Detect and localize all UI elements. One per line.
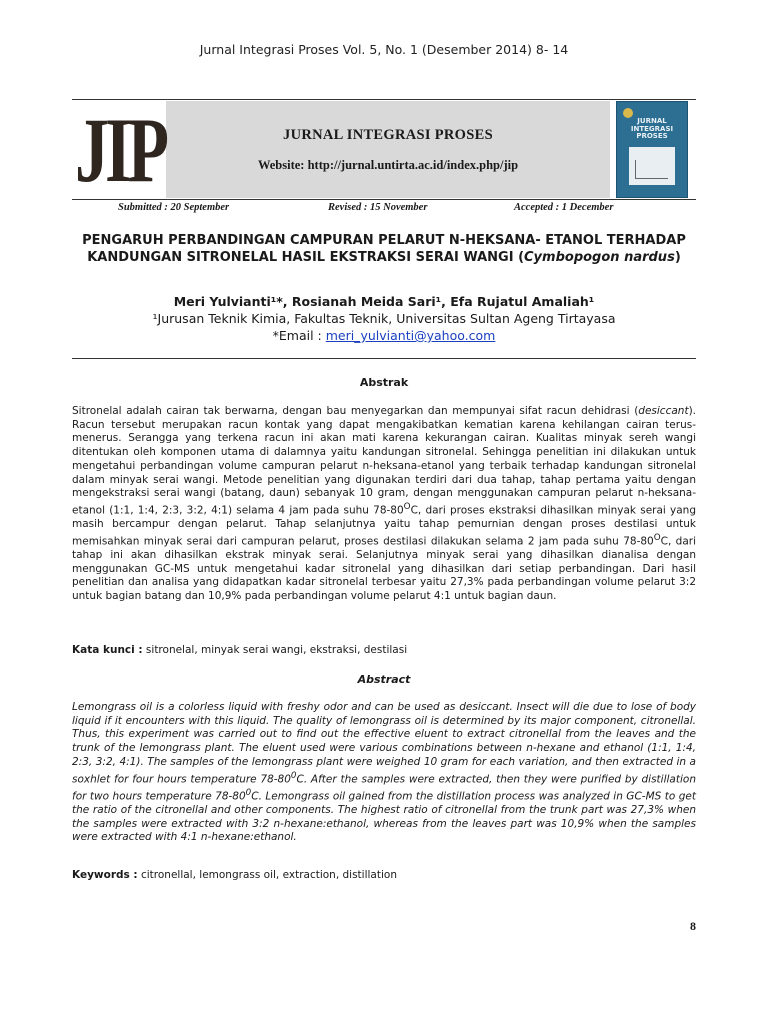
abstrak-text <box>72 405 696 604</box>
abstrak-text-3: C, dari proses ekstraksi dihasilkan minyak serai yang masih bercampur dengan pelarut. Tahap selanjutnya yaitu tahap pemurnian dengan proses destilasi untuk memisahkan minyak serai dari campuran pelarut, proses destilasi dilakukan selama 2 jam pada suhu 78-80 <box>72 504 696 548</box>
journal-banner <box>75 98 688 201</box>
kata-kunci-text: sitronelal, minyak serai wangi, ekstraksi, destilasi <box>142 644 408 656</box>
banner-top-rule <box>72 99 696 100</box>
journal-logo <box>75 98 165 201</box>
email-label: *Email : <box>272 328 326 343</box>
title-line-2-text: KANDUNGAN SITRONELAL HASIL EKSTRAKSI SERAI WANGI ( <box>87 250 525 265</box>
abstract-text-1: Lemongrass oil is a colorless liquid with freshy odor and can be used as desiccant. Insect will die due to lose of body liquid if it encounters with this liquid. The quality of lemongrass oil is determined by its major component, citronellal. Thus, this experiment was carried out to find out the effective eluent to extract citronellal from the leaves and the trunk of the lemongrass plant. The eluent used were various combinations between n-hexane and ethanol (1:1, 1:4, 2:3, 3:2, 4:1). The samples of the lemongrass plant were weighed 10 gram for each variation, and then extracted in a soxhlet for four hours temperature 78-80 <box>72 701 696 786</box>
author-block <box>72 293 696 344</box>
banner-center <box>166 101 610 198</box>
abstrak-text-4: C, dari tahap ini akan dihasilkan ekstrak minyak serai. Selanjutnya minyak serai yang dihasilkan dianalisa dengan menggunakan GC-MS untuk mengetahui kadar sitronelal yang dihasilkan dari setiap perbandingan. Dari hasil penelitian dan analisa yang didapatkan kadar sitronelal terbesar yaitu 27,3% pada perbandingan volume pelarut 3:2 untuk bagian batang dan 10,9% pada perbandingan volume pelarut 4:1 untuk bagian daun. <box>72 535 696 603</box>
journal-cover-image <box>616 101 688 198</box>
title-line-2 <box>72 249 696 266</box>
keywords <box>72 869 696 881</box>
degree-sup-2: O <box>653 532 661 543</box>
kata-kunci <box>72 644 696 656</box>
abstract-top-rule <box>72 358 696 359</box>
species-name: Cymbopogon nardus <box>524 250 675 265</box>
banner-bottom-rule <box>72 199 696 200</box>
abstrak-italic-term: desiccant <box>638 405 689 417</box>
title-line-1: PENGARUH PERBANDINGAN CAMPURAN PELARUT N-HEKSANA- ETANOL TERHADAP <box>82 233 686 248</box>
author-names: Meri Yulvianti¹*, Rosianah Meida Sari¹, Efa Rujatul Amaliah¹ <box>173 294 595 309</box>
affiliation: ¹Jurusan Teknik Kimia, Fakultas Teknik, Universitas Sultan Ageng Tirtayasa <box>152 311 616 326</box>
revised-date: Revised : 15 November <box>328 202 428 213</box>
degree-sup-1: O <box>403 501 411 512</box>
abstrak-text-1: Sitronelal adalah cairan tak berwarna, dengan bau menyegarkan dan mempunyai sifat racun dehidrasi ( <box>72 405 639 417</box>
running-header: Jurnal Integrasi Proses Vol. 5, No. 1 (Desember 2014) 8- 14 <box>199 42 569 57</box>
degree-sup-en-2: 0 <box>245 787 252 798</box>
abstract-text <box>72 701 696 845</box>
submission-dates <box>118 202 678 213</box>
keywords-label: Keywords : <box>72 869 138 881</box>
cover-title: JURNAL INTEGRASI PROSES <box>630 117 674 141</box>
logo-text: JIP <box>75 98 165 201</box>
keywords-text: citronellal, lemongrass oil, extraction, distillation <box>137 869 397 881</box>
journal-name: JURNAL INTEGRASI PROSES <box>283 126 493 143</box>
email-line <box>72 327 696 344</box>
email-link[interactable]: meri_yulvianti@yahoo.com <box>325 328 496 343</box>
abstrak-text-2: ). Racun tersebut merupakan racun kontak yang dapat mengakibatkan kematian karena kehilangan cairan terus- menerus. Serangga yang terkena racun ini akan mati karena kekurangan cairan. Kualitas minyak sereh wangi ditentukan oleh komponen utama di dalamnya yaitu kandungan sitronelal. Sehingga penelitian ini dilakukan untuk mengetahui perbandingan volume campuran pelarut n-heksana-etanol yang terbaik terhadap kandungan sitronelal dalam minyak serai wangi. Metode penelitian yang digunakan terdiri dari dua tahap, tahap pertama yaitu dengan mengekstraksi serai wangi (batang, daun) sebanyak 10 gram, dengan menggunakan campuran pelarut n-heksana-etanol (1:1, 1:4, 2:3, 3:2, 4:1) selama 4 jam pada suhu 78-80 <box>72 405 696 517</box>
abstrak-heading: Abstrak <box>359 376 409 389</box>
abstract-heading: Abstract <box>357 673 411 686</box>
submitted-date: Submitted : 20 September <box>118 202 230 213</box>
abstract-text-2: C. After the samples were extracted, then they were purified by distillation for two hours temperature 78-80 <box>72 773 696 803</box>
accepted-date: Accepted : 1 December <box>514 202 614 213</box>
paper-title <box>72 232 696 266</box>
kata-kunci-label: Kata kunci : <box>72 644 143 656</box>
page-number: 8 <box>690 919 696 933</box>
title-close-paren: ) <box>674 250 681 265</box>
cover-graphic <box>629 147 675 185</box>
abstract-text-3: C. Lemongrass oil gained from the distillation process was analyzed in GC-MS to get the ratio of the citronellal and other components. The highest ratio of citronellal from the trunk part was 27,3% when the samples were extracted with 3:2 n-hexane:ethanol, whereas from the leaves part was 10,9% when the samples were extracted with 4:1 n-hexane:ethanol. <box>72 790 696 844</box>
university-seal-icon <box>623 108 633 118</box>
journal-website: Website: http://jurnal.untirta.ac.id/index.php/jip <box>257 157 519 172</box>
degree-sup-en-1: 0 <box>290 770 297 781</box>
